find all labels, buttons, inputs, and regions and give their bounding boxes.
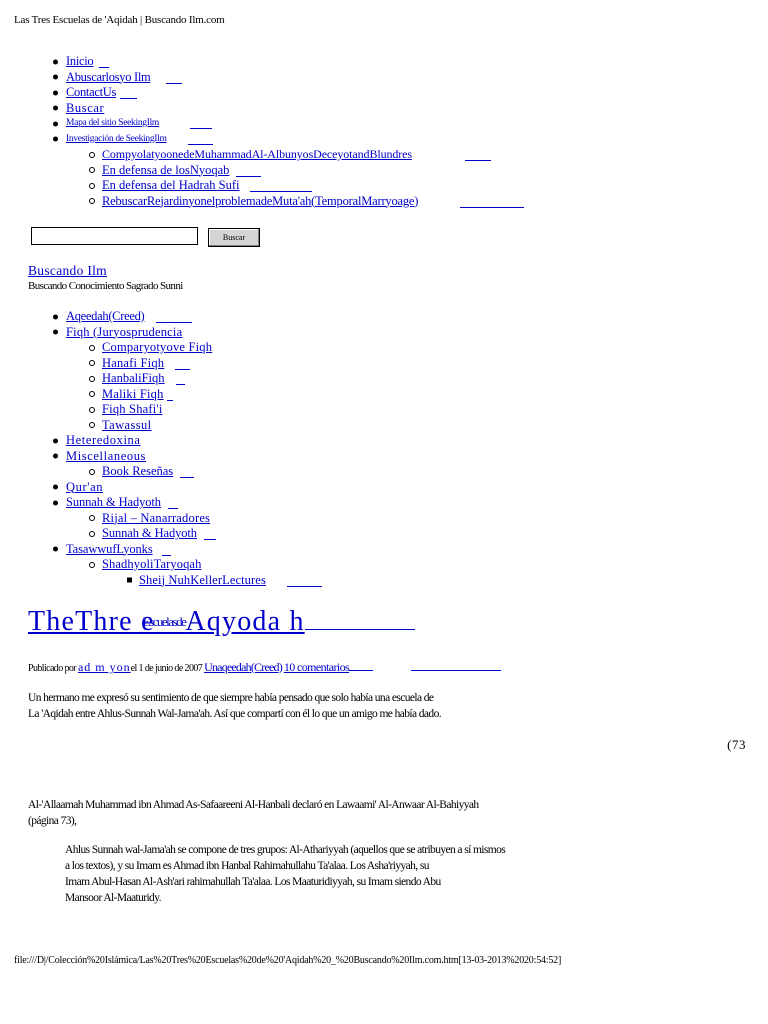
document-title: Las Tres Escuelas de 'Aqidah | Buscando Ilm.com xyxy=(14,14,225,26)
category-miscellaneous[interactable]: Miscellaneous xyxy=(66,448,147,463)
category-book-reviews[interactable]: Book Reseñas xyxy=(102,464,174,478)
category-keller-lectures[interactable]: Sheij NuhKellerLectures xyxy=(139,572,266,587)
post-title-overlap: Escuelasde xyxy=(142,614,186,629)
bullet-icon xyxy=(89,376,95,382)
bullet-icon xyxy=(89,198,95,204)
bullet-icon xyxy=(89,152,95,158)
bullet-icon xyxy=(89,422,95,428)
nav-about-link[interactable]: Abuscarlosyo Ilm xyxy=(66,69,151,84)
comments-link[interactable]: 10 comentarios xyxy=(283,660,350,674)
bullet-icon xyxy=(53,59,58,64)
category-fiqh-hanafi[interactable]: Hanafi Fiqh xyxy=(102,355,165,370)
bullet-icon xyxy=(53,106,58,111)
post-date: el 1 de junio de 2007 xyxy=(130,663,203,674)
category-aqeedah[interactable]: Aqeedah(Creed) xyxy=(66,309,145,323)
post-title-part1: TheThre e xyxy=(28,606,155,637)
page-reference: (73 xyxy=(727,737,746,752)
paragraph-2: Al-'Allaamah Muhammad ibn Ahmad As-Safaareeni Al-Hanbali declaró en Lawaami' Al-Anwaar Al-Bahiyyah (página 73), xyxy=(28,799,479,827)
site-tagline: Buscando Conocimiento Sagrado Sunni xyxy=(28,280,183,292)
nav-research-item-2[interactable]: En defensa de losNyoqab xyxy=(102,162,230,177)
footer-file-path: file:///D|/Colección%20Islámica/Las%20Tres%20Escuelas%20de%20'Aqidah%20_%20Buscando%20Ilm.com.htm[13-03-2013%2020:54:52] xyxy=(14,955,562,966)
search-input[interactable] xyxy=(31,227,198,245)
category-quran[interactable]: Qur'an xyxy=(66,479,104,494)
bullet-icon xyxy=(89,183,95,189)
category-shadhili[interactable]: ShadhyoliTaryoqah xyxy=(102,557,202,571)
paragraph-1: Un hermano me expresó su sentimiento de que siempre había pensado que solo había una escuela de La 'Aqidah entre Ahlus-Sunnah Wal-Jama'ah. Así que compartí con él lo que un amigo me había dado. xyxy=(28,692,441,720)
nav-sitemap-link[interactable]: Mapa del sitio SeekingIlm xyxy=(66,118,160,128)
bullet-icon xyxy=(89,345,95,351)
category-fiqh-comparative[interactable]: Comparyotyove Fiqh xyxy=(102,340,213,354)
category-fiqh-maliki[interactable]: Maliki Fiqh xyxy=(102,386,164,401)
bullet-icon xyxy=(53,547,58,552)
bullet-icon xyxy=(53,438,58,443)
bullet-icon xyxy=(53,500,58,505)
category-fiqh-shafii[interactable]: Fiqh Shafi'i xyxy=(102,402,163,416)
blockquote: Ahlus Sunnah wal-Jama'ah se compone de tres grupos: Al-Athariyyah (aquellos que se atribuyen a sí mismos a los textos), y su Imam es Ahmad ibn Hanbal Rahimahullahu Ta'alaa. Los Asha'riyyah, su Imam Abul-Hasan Al-Ash'ari rahimahullah Ta'alaa. Los Maaturidiyyah, su Imam siendo Abu Mansoor Al-Maaturidy. xyxy=(65,844,506,904)
category-fiqh-hanbali[interactable]: HanbaliFiqh xyxy=(102,371,165,385)
category-rijal[interactable]: Rijal – Nanarradores xyxy=(102,510,211,525)
bullet-icon xyxy=(127,578,132,583)
bullet-icon xyxy=(53,75,58,80)
bullet-icon xyxy=(53,314,58,319)
search-button[interactable]: Buscar xyxy=(208,228,260,247)
nav-research-link[interactable]: Investigación de SeekingIlm xyxy=(66,133,167,144)
bullet-icon xyxy=(89,407,95,413)
category-sunnah-hadith[interactable]: Sunnah & Hadyoth xyxy=(66,495,161,509)
bullet-icon xyxy=(89,391,95,397)
bullet-icon xyxy=(53,137,58,142)
bullet-icon xyxy=(89,531,95,537)
nav-research-item-1[interactable]: CompyolatyoonedeMuhammadAl-AlbunyosDeceyotandBlundres xyxy=(102,147,412,161)
bullet-icon xyxy=(53,454,58,459)
category-fiqh[interactable]: Fiqh (Juryosprudencia xyxy=(66,324,183,339)
bullet-icon xyxy=(89,469,95,475)
bullet-icon xyxy=(53,485,58,490)
bullet-icon xyxy=(53,330,58,335)
post-title-part2: Aqyoda h xyxy=(185,606,305,637)
bullet-icon xyxy=(89,562,95,568)
author-link[interactable]: ad m yon xyxy=(77,660,131,674)
bullet-icon xyxy=(89,167,95,173)
bullet-icon xyxy=(53,90,58,95)
post-category-link[interactable]: Unaqeedah(Creed) xyxy=(204,660,282,674)
bullet-icon xyxy=(89,515,95,521)
post-title-link[interactable] xyxy=(28,606,415,638)
nav-research-item-4[interactable]: RebuscarRejardinyonelproblemadeMuta'ah(TemporalMarryoage) xyxy=(102,193,419,208)
category-sunnah-hadith-sub[interactable]: Sunnah & Hadyoth xyxy=(102,526,197,540)
post-meta xyxy=(28,659,501,675)
nav-buscar-link[interactable]: Buscar xyxy=(66,100,105,115)
meta-prefix: Publicado por xyxy=(28,663,77,674)
bullet-icon xyxy=(89,360,95,366)
bullet-icon xyxy=(53,121,58,126)
category-tawassul[interactable]: Tawassul xyxy=(102,417,152,432)
nav-research-item-3[interactable]: En defensa del Hadrah Sufi xyxy=(102,178,240,192)
site-title-link[interactable]: Buscando Ilm xyxy=(28,263,107,278)
category-tasawwuf[interactable]: TasawwufLyonks xyxy=(66,541,153,556)
category-heterodoxy[interactable]: Heteredoxina xyxy=(66,433,141,447)
nav-contact-link[interactable]: ContactUs xyxy=(66,85,117,99)
nav-inicio-link[interactable]: Inicio xyxy=(66,54,94,68)
